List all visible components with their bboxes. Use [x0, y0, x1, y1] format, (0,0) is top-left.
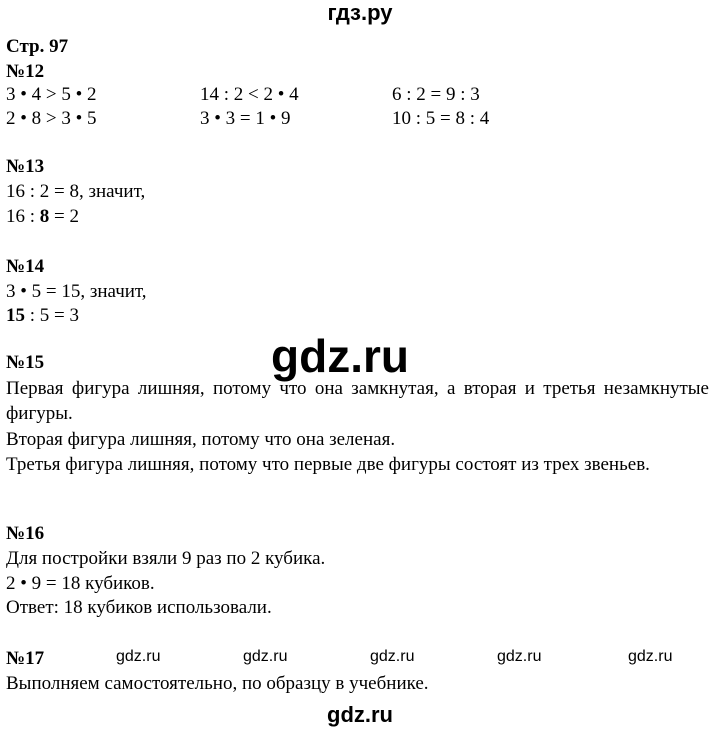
watermark-small: gdz.ru — [116, 648, 161, 665]
comparison-expression: 3 • 4 > 5 • 2 — [6, 84, 97, 105]
comparison-expression: 10 : 5 = 8 : 4 — [392, 108, 490, 129]
watermark-small: gdz.ru — [628, 648, 673, 665]
task-13-title: №13 — [6, 156, 45, 177]
task-17-title: №17 — [6, 648, 45, 669]
task-14-title: №14 — [6, 256, 45, 277]
comparison-expression: 14 : 2 < 2 • 4 — [200, 84, 299, 105]
task-16-line-1: Для постройки взяли 9 раз по 2 кубика. — [6, 548, 326, 569]
watermark-top: гдз.ру — [327, 0, 393, 25]
watermark-small: gdz.ru — [497, 648, 542, 665]
text-span: = 2 — [49, 206, 79, 227]
task-13-line-1: 16 : 2 = 8, значит, — [6, 181, 146, 202]
text-span: : 5 = 3 — [25, 305, 79, 326]
comparison-expression: 3 • 3 = 1 • 9 — [200, 108, 291, 129]
task-12-title: №12 — [6, 61, 45, 82]
watermark-center: gdz.ru — [271, 330, 409, 382]
task-16-title: №16 — [6, 523, 45, 544]
answer-bold: 8 — [39, 206, 50, 227]
comparison-expression: 6 : 2 = 9 : 3 — [392, 84, 480, 105]
text-span: 16 : — [6, 206, 40, 227]
task-16-line-3: Ответ: 18 кубиков использовали. — [6, 597, 272, 618]
page-label: Стр. 97 — [6, 36, 69, 57]
task-13-line-2 — [6, 206, 79, 228]
task-17-line-1: Выполняем самостоятельно, по образцу в учебнике. — [6, 673, 429, 694]
task-15-paragraph-3: Третья фигура лишняя, потому что первые две фигуры состоят из трех звеньев. — [6, 454, 650, 475]
comparison-expression: 2 • 8 > 3 • 5 — [6, 108, 97, 129]
task-15-title: №15 — [6, 352, 45, 373]
watermark-small: gdz.ru — [370, 648, 415, 665]
watermark-bottom: gdz.ru — [327, 702, 393, 727]
task-16-line-2: 2 • 9 = 18 кубиков. — [6, 573, 155, 594]
task-14-line-2 — [6, 305, 79, 327]
task-15-paragraph-2: Вторая фигура лишняя, потому что она зеленая. — [6, 429, 396, 450]
task-15-paragraph-1: Первая фигура лишняя, потому что она замкнутая, а вторая и третья незамкнутые фигуры. — [6, 378, 709, 424]
watermark-small: gdz.ru — [243, 648, 288, 665]
answer-bold: 15 — [6, 305, 25, 326]
task-14-line-1: 3 • 5 = 15, значит, — [6, 281, 147, 302]
